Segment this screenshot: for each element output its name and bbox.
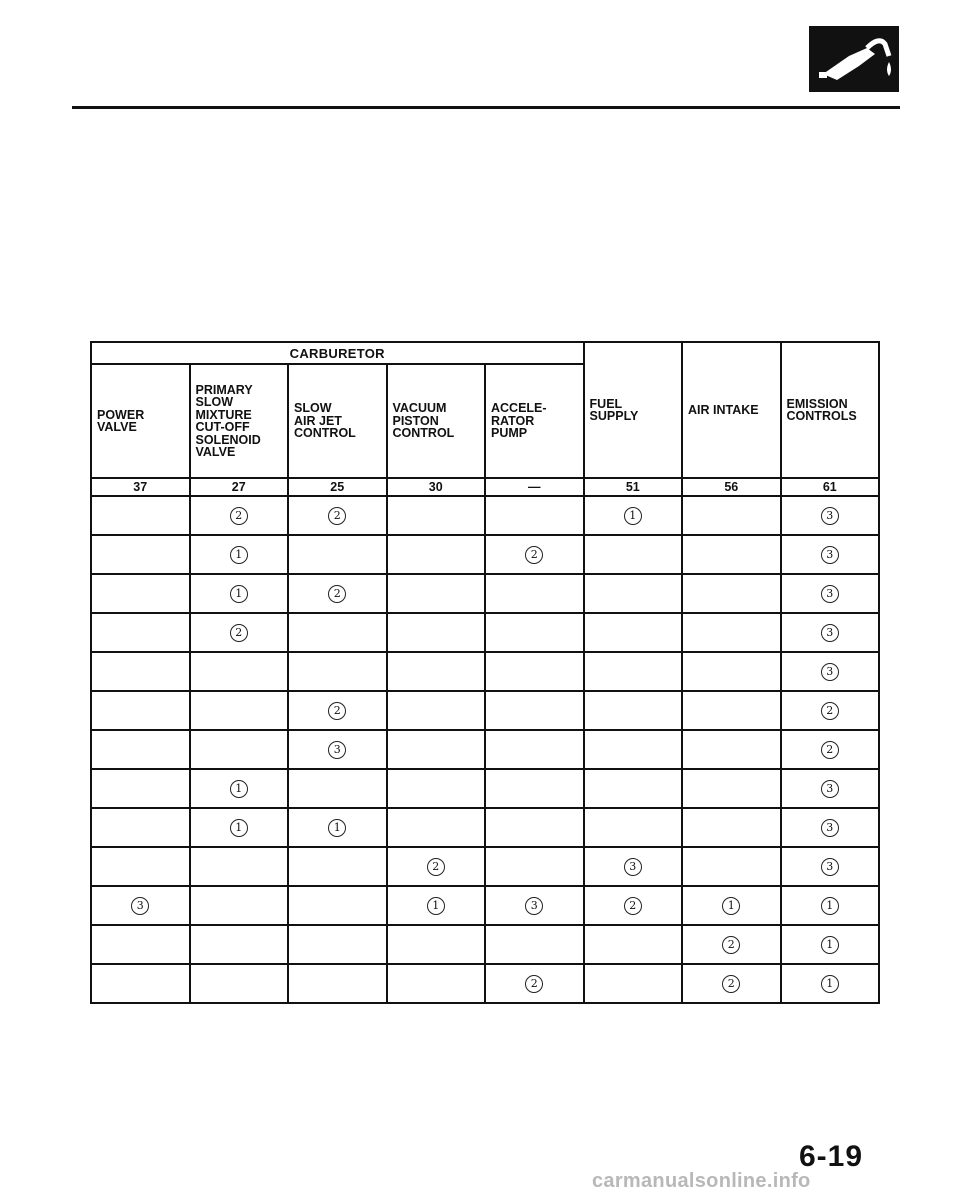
table-cell [387,496,486,535]
priority-number: 3 [821,780,839,798]
table-cell [682,535,781,574]
table-cell [91,769,190,808]
table-cell [682,613,781,652]
table-cell [288,808,387,847]
table-cell [91,886,190,925]
table-cell [682,769,781,808]
column-header: EMISSION CONTROLS [781,342,880,478]
priority-number: 3 [624,858,642,876]
priority-number: 3 [821,585,839,603]
column-header: VACUUM PISTON CONTROL [387,364,486,478]
priority-number: 3 [821,663,839,681]
table-row [91,730,879,769]
table-cell [190,652,289,691]
table-cell [387,652,486,691]
table-row [91,769,879,808]
table-cell [584,535,683,574]
priority-number: 3 [821,624,839,642]
column-header: POWER VALVE [91,364,190,478]
priority-number: 1 [722,897,740,915]
page-ref: 30 [387,478,486,496]
table-cell [682,808,781,847]
table-cell [781,808,880,847]
priority-number: 3 [821,507,839,525]
table-cell [190,691,289,730]
priority-number: 3 [131,897,149,915]
table-cell [781,925,880,964]
table-cell [781,535,880,574]
table-row [91,652,879,691]
table-cell [682,886,781,925]
table-cell [781,574,880,613]
group-header-carburetor: CARBURETOR [91,342,584,364]
table-cell [288,613,387,652]
priority-number: 2 [328,702,346,720]
table-cell [781,613,880,652]
priority-number: 2 [525,546,543,564]
table-cell [682,730,781,769]
table-cell [91,496,190,535]
priority-number: 2 [328,585,346,603]
table-cell [190,496,289,535]
page-number: 6-19 [799,1140,864,1173]
table-cell [781,886,880,925]
priority-number: 1 [624,507,642,525]
table-cell [485,574,584,613]
table-cell [781,847,880,886]
table-row [91,886,879,925]
table-cell [682,847,781,886]
table-cell [288,574,387,613]
table-cell [387,691,486,730]
priority-number: 2 [427,858,445,876]
table-cell [387,847,486,886]
table-cell [91,964,190,1003]
table-cell [781,652,880,691]
table-row [91,925,879,964]
page-ref: 56 [682,478,781,496]
table-cell [190,535,289,574]
priority-number: 1 [230,546,248,564]
table-cell [288,964,387,1003]
table-cell [781,730,880,769]
table-cell [584,769,683,808]
table-cell [387,925,486,964]
table-cell [485,613,584,652]
table-cell [584,574,683,613]
table-cell [387,769,486,808]
priority-number: 3 [821,819,839,837]
table-cell [190,964,289,1003]
column-header: ACCELE- RATOR PUMP [485,364,584,478]
table-cell [387,730,486,769]
table-cell [91,652,190,691]
table-row [91,574,879,613]
table-cell [584,808,683,847]
table-cell [387,964,486,1003]
table-cell [288,691,387,730]
page-ref: 61 [781,478,880,496]
priority-number: 3 [328,741,346,759]
header-rule [72,106,900,109]
table-cell [584,730,683,769]
table-cell [781,769,880,808]
table-cell [91,730,190,769]
table-cell [485,691,584,730]
watermark: carmanualsonline.info [592,1170,811,1192]
table-cell [91,535,190,574]
table-cell [288,652,387,691]
table-cell [190,730,289,769]
table-cell [387,535,486,574]
priority-number: 3 [525,897,543,915]
table-cell [584,847,683,886]
table-cell [190,886,289,925]
page-ref: 27 [190,478,289,496]
table-cell [485,886,584,925]
table-cell [91,574,190,613]
table-cell [288,535,387,574]
table-cell [584,964,683,1003]
table-cell [91,613,190,652]
table-cell [682,925,781,964]
table-cell [190,808,289,847]
priority-number: 2 [722,936,740,954]
table-cell [682,652,781,691]
fuel-nozzle-icon [809,26,899,92]
table-cell [781,691,880,730]
priority-number: 2 [230,507,248,525]
table-row [91,691,879,730]
table-cell [91,808,190,847]
table-cell [387,886,486,925]
table-row [91,535,879,574]
page-ref: 25 [288,478,387,496]
table-cell [485,769,584,808]
table-cell [190,613,289,652]
table-cell [190,769,289,808]
table-cell [781,964,880,1003]
priority-number: 1 [230,780,248,798]
table-cell [485,964,584,1003]
priority-number: 3 [821,858,839,876]
table-cell [288,925,387,964]
table-cell [584,652,683,691]
priority-number: 1 [821,975,839,993]
column-header: SLOW AIR JET CONTROL [288,364,387,478]
table-row [91,847,879,886]
table-row [91,496,879,535]
table-row [91,613,879,652]
priority-number: 1 [427,897,445,915]
table-cell [91,691,190,730]
priority-number: 1 [821,897,839,915]
table-cell [682,964,781,1003]
priority-number: 1 [230,585,248,603]
priority-number: 1 [230,819,248,837]
table-cell [190,925,289,964]
table-cell [485,535,584,574]
priority-number: 2 [328,507,346,525]
table-cell [288,886,387,925]
table-cell [288,730,387,769]
table-cell [91,847,190,886]
priority-number: 2 [624,897,642,915]
table-cell [682,691,781,730]
table-cell [190,574,289,613]
table-cell [584,613,683,652]
page-ref: 51 [584,478,683,496]
priority-number: 3 [821,546,839,564]
table-cell [288,769,387,808]
table-cell [485,652,584,691]
table-cell [91,925,190,964]
table-cell [387,613,486,652]
priority-number: 2 [821,741,839,759]
priority-number: 1 [328,819,346,837]
priority-number: 1 [821,936,839,954]
column-header: PRIMARY SLOW MIXTURE CUT-OFF SOLENOID VALVE [190,364,289,478]
table-cell [387,808,486,847]
table-row [91,808,879,847]
table-cell [190,847,289,886]
page-ref: 37 [91,478,190,496]
column-header: FUEL SUPPLY [584,342,683,478]
page-ref: — [485,478,584,496]
priority-number: 2 [525,975,543,993]
table-cell [485,925,584,964]
table-row [91,964,879,1003]
table-cell [485,730,584,769]
priority-number: 2 [722,975,740,993]
table-cell [485,808,584,847]
table-cell [584,886,683,925]
table-cell [485,847,584,886]
column-header: AIR INTAKE [682,342,781,478]
table-cell [387,574,486,613]
table-cell [584,925,683,964]
table-cell [781,496,880,535]
table-cell [485,496,584,535]
table-cell [682,496,781,535]
table-cell [584,691,683,730]
troubleshooting-table [90,341,880,1004]
table-cell [584,496,683,535]
table-cell [288,847,387,886]
priority-number: 2 [230,624,248,642]
table-cell [682,574,781,613]
table-cell [288,496,387,535]
priority-number: 2 [821,702,839,720]
